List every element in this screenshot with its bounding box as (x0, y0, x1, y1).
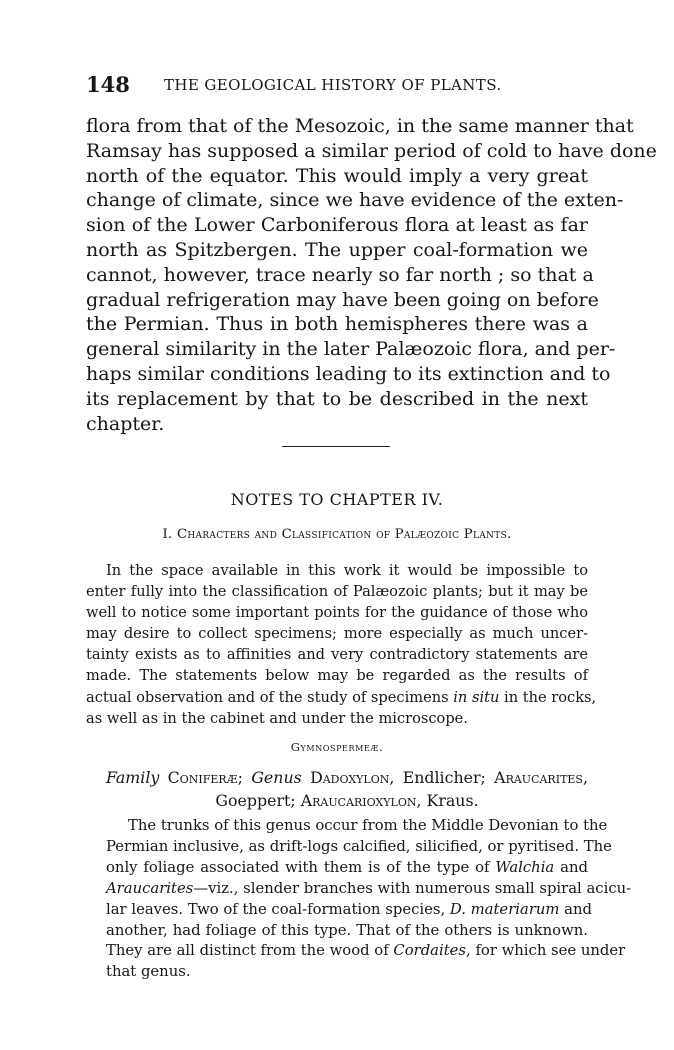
notes-line: In the space available in this work it would be impossible to (106, 562, 588, 579)
synonym-name: Araucarites (494, 768, 583, 787)
body-line: general similarity in the later Palæozoic flora, and per- (86, 338, 616, 361)
description-text: and (554, 858, 588, 876)
body-line: chapter. (86, 412, 165, 435)
genus-description (106, 816, 632, 983)
description-italic-text: Araucarites (106, 879, 194, 897)
description-text: , for which see under (466, 942, 626, 960)
subsection-heading: Gymnospermeæ. (290, 740, 384, 754)
page-number: 148 (86, 72, 130, 97)
notes-line: enter fully into the classification of Palæozoic plants; but it may be (86, 583, 588, 601)
description-italic-text: Walchia (495, 858, 555, 876)
genus-label: Genus (251, 768, 302, 787)
synonym-author: Goeppert; (215, 791, 301, 810)
section-heading: I. Characters and Classification of Palæozoic Plants. (162, 527, 512, 542)
description-text: —viz., slender branches with numerous small spiral acicu- (193, 879, 632, 897)
body-line: flora from that of the Mesozoic, in the same manner that (86, 115, 634, 137)
notes-line: may desire to collect specimens; more especially as much uncer- (86, 625, 588, 643)
body-line: sion of the Lower Carboniferous flora at least as far (86, 214, 588, 237)
family-label: Family (106, 768, 160, 787)
genus-author: , Endlicher; (389, 768, 495, 787)
description-line (106, 900, 592, 921)
description-line: another, had foliage of this type. That of the others is unknown. (106, 921, 588, 939)
family-line (106, 789, 588, 812)
body-line: its replacement by that to be described in the next (86, 387, 588, 410)
description-line: Permian inclusive, as drift-logs calcified, silicified, or pyritised. The (106, 837, 612, 855)
description-text: only foliage associated with them is of the type of (106, 858, 496, 876)
synonym-name: Araucarioxylon (300, 791, 417, 810)
description-italic-text: Cordaites (393, 942, 467, 960)
notes-paragraph (86, 560, 597, 729)
body-line: Ramsay has supposed a similar period of cold to have done (86, 139, 657, 162)
notes-line: well to notice some important points for the guidance of those who (86, 604, 588, 622)
body-line: north of the equator. This would imply a very great (86, 164, 588, 187)
body-line: north as Spitzbergen. The upper coal-formation we (86, 238, 588, 261)
family-line: Family Coniferæ; Genus Dadoxylon, Endlicher; Araucarites, (106, 768, 588, 787)
running-title: THE GEOLOGICAL HISTORY OF PLANTS. (164, 76, 502, 94)
body-line: cannot, however, trace nearly so far north ; so that a (86, 263, 594, 286)
notes-italic-text: in situ (453, 688, 500, 706)
description-line (106, 879, 632, 900)
description-text: lar leaves. Two of the coal-formation species, (106, 900, 450, 918)
notes-text: in the rocks, (499, 688, 597, 706)
description-text: They are all distinct from the wood of (106, 942, 394, 960)
body-line: the Permian. Thus in both hemispheres there was a (86, 313, 588, 336)
notes-line: made. The statements below may be regarded as the results of (86, 667, 588, 685)
page-header (86, 72, 588, 102)
main-paragraph (86, 114, 657, 436)
description-line (106, 858, 588, 879)
notes-heading: NOTES TO CHAPTER IV. (230, 490, 444, 509)
synonym-author: , Kraus. (416, 791, 479, 810)
notes-line (86, 687, 597, 708)
genus-name: Dadoxylon (310, 768, 390, 787)
description-line: The trunks of this genus occur from the Middle Devonian to the (128, 817, 608, 834)
body-line: haps similar conditions leading to its extinction and to (86, 362, 611, 385)
description-italic-text: D. materiarum (449, 900, 560, 918)
body-line: change of climate, since we have evidence of the exten- (86, 189, 624, 212)
notes-line: as well as in the cabinet and under the microscope. (86, 709, 468, 727)
body-line: gradual refrigeration may have been going on before (86, 288, 599, 311)
family-name: Coniferæ (167, 768, 238, 787)
description-line (106, 941, 626, 962)
notes-text: actual observation and of the study of specimens (86, 688, 454, 706)
notes-line: tainty exists as to affinities and very contradictory statements are (86, 646, 588, 664)
description-text: and (559, 900, 592, 918)
description-line: that genus. (106, 963, 191, 981)
family-heading (106, 766, 588, 812)
section-divider (282, 446, 390, 447)
